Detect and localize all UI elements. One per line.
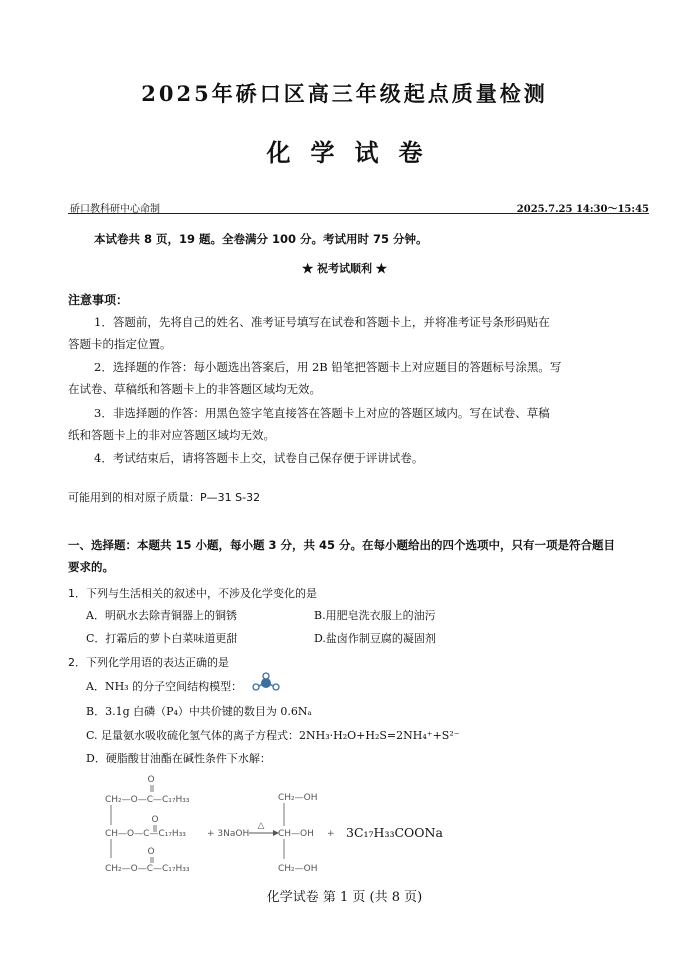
q2-option-a: A．NH₃ 的分子空间结构模型： <box>86 680 243 693</box>
heat-symbol: △ <box>257 821 265 831</box>
note-line: 答题卡的指定位置。 <box>68 337 172 351</box>
notes-title: 注意事项： <box>68 293 129 307</box>
saponification-equation <box>95 770 475 875</box>
product-ch2-bot: CH₂—OH <box>278 864 318 874</box>
date-time: 2025.7.25 14:30～15:45 <box>516 204 649 215</box>
q2-stem: 2．下列化学用语的表达正确的是 <box>68 656 229 669</box>
note-line: 在试卷、草稿纸和答题卡上的非答题区域均无效。 <box>68 382 321 396</box>
q1-option-a: A．明矾水去除青铜器上的铜锈 <box>86 609 237 622</box>
plus-sign: + <box>327 829 335 839</box>
q2-option-b: B．3.1g 白磷（P₄）中共价键的数目为 0.6Nₐ <box>86 705 312 718</box>
section1-heading: 一、选择题：本题共 15 小题，每小题 3 分，共 45 分。在每小题给出的四个选项中，只有一项是符合题目 <box>68 538 616 552</box>
note-line: 1．答题前，先将自己的姓名、准考证号填写在试卷和答题卡上，并将准考证号条形码贴在 <box>94 315 550 329</box>
reactant-ch-mid: CH—O—C—C₁₇H₃₃ <box>105 829 186 839</box>
page-footer: 化学试卷 第 1 页 (共 8 页) <box>266 890 423 905</box>
blessing-text: ★ 祝考试顺利 ★ <box>302 262 387 275</box>
q1-option-b: B.用肥皂洗衣服上的油污 <box>314 609 436 622</box>
reactant-ch2-top: CH₂—O—C—C₁₇H₃₃ <box>105 795 190 805</box>
section1-heading-cont: 要求的。 <box>68 560 114 574</box>
product-ch-mid: CH—OH <box>278 829 314 839</box>
note-line: 纸和答题卡上的非对应答题区域均无效。 <box>68 428 275 442</box>
atomic-mass-line: 可能用到的相对原子质量：P—31 S-32 <box>68 491 261 504</box>
subject-title: 化学试卷 <box>266 138 443 167</box>
note-line: 4．考试结束后，请将答题卡上交，试卷自己保存便于评讲试卷。 <box>94 451 424 465</box>
issuer: 硚口教科研中心命制 <box>70 204 160 215</box>
q1-stem: 1．下列与生活相关的叙述中，不涉及化学变化的是 <box>68 587 317 600</box>
carbonyl-o: O <box>151 815 159 825</box>
carbonyl-o: O <box>147 847 155 857</box>
note-line: 3．非选择题的作答：用黑色签字笔直接答在答题卡上对应的答题区域内。写在试卷、草稿 <box>94 406 550 420</box>
product-ch2-top: CH₂—OH <box>278 793 318 803</box>
nh3-model-icon <box>250 672 282 694</box>
q2-option-d: D．硬脂酸甘油酯在碱性条件下水解： <box>86 752 271 765</box>
header-rule <box>68 213 649 214</box>
q1-option-c: C．打霜后的萝卜白菜味道更甜 <box>86 632 238 645</box>
reagent: + 3NaOH <box>207 829 250 839</box>
product-soap: 3C₁₇H₃₃COONa <box>346 825 443 840</box>
note-line: 2．选择题的作答：每小题选出答案后，用 2B 铅笔把答题卡上对应题目的答题标号涂黑。写 <box>94 360 562 374</box>
q2-option-c: C. 足量氨水吸收硫化氢气体的离子方程式：2NH₃·H₂O+H₂S=2NH₄⁺+S²⁻ <box>86 729 460 742</box>
q1-option-d: D.盐卤作制豆腐的凝固剂 <box>314 632 436 645</box>
reactant-ch2-bot: CH₂—O—C—C₁₇H₃₃ <box>105 864 190 874</box>
carbonyl-o: O <box>147 775 155 785</box>
intro-text: 本试卷共 8 页，19 题。全卷满分 100 分。考试用时 75 分钟。 <box>94 232 428 246</box>
exam-title: 2025年硚口区高三年级起点质量检测 <box>141 81 548 106</box>
